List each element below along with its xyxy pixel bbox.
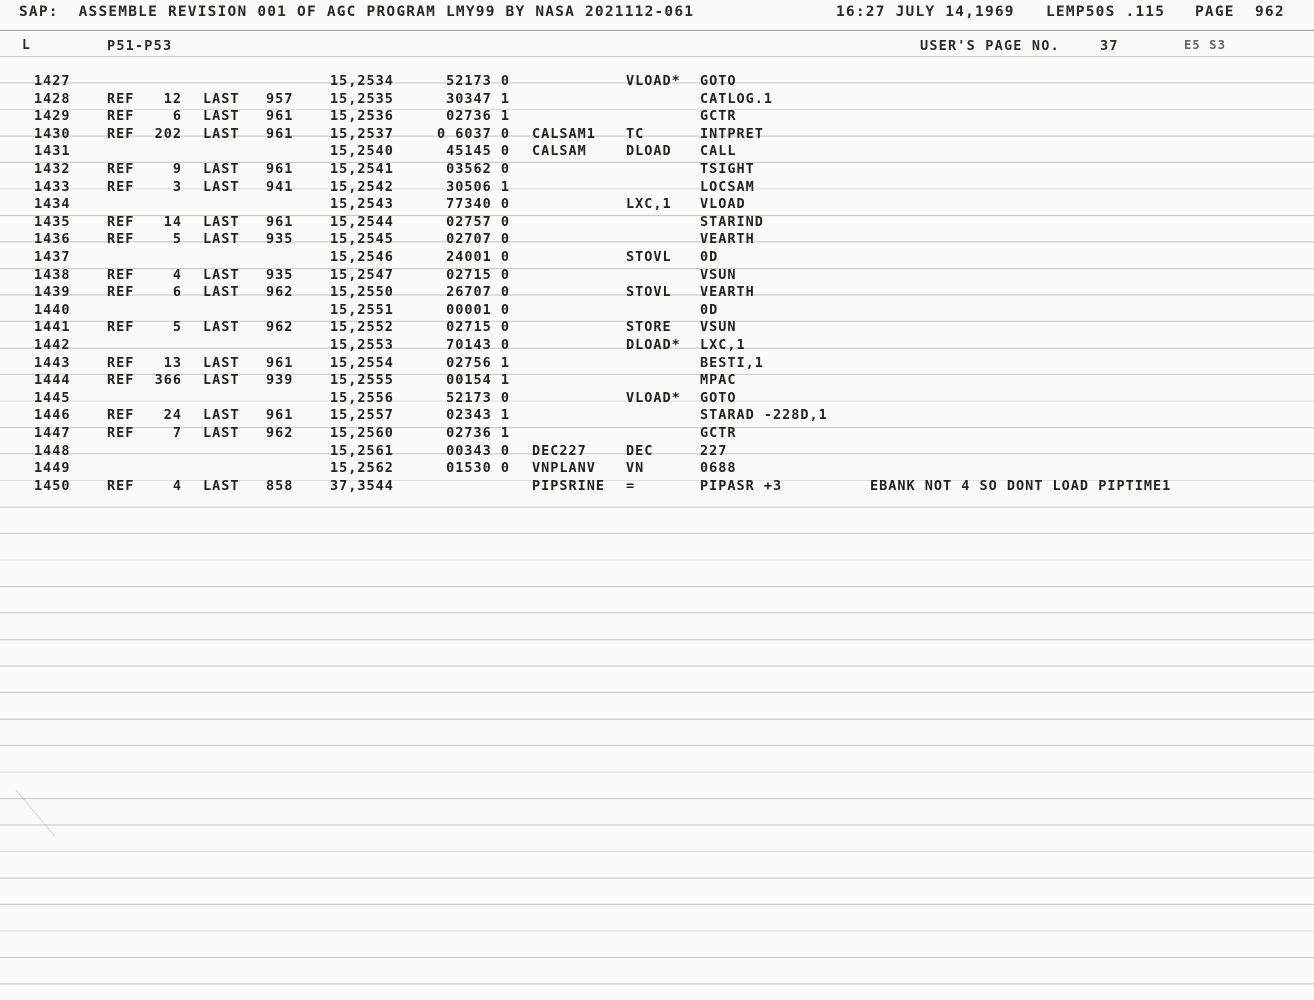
listing-row [0, 179, 1314, 197]
octal-code: 52173 0 [446, 389, 510, 406]
octal-code: 0 6037 0 [437, 125, 511, 142]
operand: GCTR [700, 425, 737, 441]
line-number: 1433 [34, 178, 71, 195]
opcode: STOVL [626, 284, 672, 301]
last-page: 939 [266, 372, 294, 389]
ref-label: REF [107, 108, 135, 125]
opcode: VLOAD* [626, 73, 681, 89]
last-label: LAST [203, 90, 240, 107]
ref-label: REF [107, 213, 135, 230]
address: 15,2537 [330, 125, 394, 142]
line-number: 1442 [34, 337, 71, 353]
opcode: DEC [626, 442, 654, 459]
line-number: 1449 [34, 460, 71, 477]
left-margin-mark: L [22, 38, 32, 53]
opcode: VN [626, 460, 645, 477]
octal-code: 52173 0 [446, 73, 510, 89]
octal-code: 45145 0 [446, 143, 510, 160]
assembly-header: SAP: ASSEMBLE REVISION 001 OF AGC PROGRAM LMY99 BY NASA 2021112-061 [19, 4, 695, 20]
ref-count: 6 [172, 108, 182, 125]
octal-code: 30506 1 [446, 178, 510, 195]
last-page: 961 [266, 407, 294, 424]
octal-code: 00001 0 [446, 301, 510, 318]
line-number: 1440 [34, 301, 71, 318]
operand: STARIND [700, 213, 764, 230]
ref-count: 366 [154, 372, 182, 389]
listing-row [0, 267, 1314, 285]
ref-label: REF [107, 266, 135, 283]
octal-code: 00154 1 [446, 372, 510, 389]
listing-row [0, 231, 1314, 249]
listing-row [0, 355, 1314, 373]
operand: 0D [700, 301, 719, 318]
operand: MPAC [700, 372, 737, 389]
last-page: 941 [266, 178, 294, 195]
last-page: 961 [266, 354, 294, 371]
opcode: STOVL [626, 249, 672, 265]
timestamp: 16:27 JULY 14,1969 [836, 4, 1015, 20]
listing-row [0, 284, 1314, 302]
line-number: 1438 [34, 266, 71, 283]
ref-count: 9 [172, 161, 182, 177]
listing-row [0, 249, 1314, 267]
ref-label: REF [107, 372, 135, 389]
ref-count: 13 [163, 354, 182, 371]
line-number: 1431 [34, 143, 71, 160]
listing-row [0, 460, 1314, 478]
line-number: 1434 [34, 196, 71, 213]
address: 15,2554 [330, 354, 394, 371]
octal-code: 02707 0 [446, 231, 510, 248]
ref-count: 7 [172, 425, 182, 441]
ref-count: 14 [163, 213, 182, 230]
octal-code: 02757 0 [446, 213, 510, 230]
last-page: 962 [266, 425, 294, 441]
operand: VSUN [700, 319, 737, 336]
address: 15,2534 [330, 73, 394, 89]
opcode: DLOAD [626, 143, 672, 160]
operand: VSUN [700, 266, 737, 283]
operand: GOTO [700, 389, 737, 406]
address: 15,2540 [330, 143, 394, 160]
line-number: 1437 [34, 249, 71, 265]
header-rule [0, 30, 1314, 31]
line-number: 1429 [34, 108, 71, 125]
address: 15,2543 [330, 196, 394, 213]
line-number: 1430 [34, 125, 71, 142]
listing-row [0, 108, 1314, 126]
listing-row [0, 425, 1314, 443]
listing-row [0, 319, 1314, 337]
last-page: 962 [266, 319, 294, 336]
line-number: 1432 [34, 161, 71, 177]
ref-label: REF [107, 284, 135, 301]
section-title: P51-P53 [107, 38, 173, 54]
line-number: 1448 [34, 442, 71, 459]
operand: VLOAD [700, 196, 746, 213]
line-number: 1447 [34, 425, 71, 441]
octal-code: 00343 0 [446, 442, 510, 459]
octal-code: 77340 0 [446, 196, 510, 213]
last-label: LAST [203, 213, 240, 230]
ref-count: 4 [172, 477, 182, 494]
address: 15,2556 [330, 389, 394, 406]
ref-count: 5 [172, 319, 182, 336]
operand: 0D [700, 249, 719, 265]
line-number: 1445 [34, 389, 71, 406]
address: 15,2547 [330, 266, 394, 283]
octal-code: 02736 1 [446, 108, 510, 125]
operand: PIPASR +3 [700, 477, 783, 494]
ref-count: 24 [163, 407, 182, 424]
opcode: LXC,1 [626, 196, 672, 213]
last-label: LAST [203, 266, 240, 283]
address: 15,2553 [330, 337, 394, 353]
opcode: STORE [626, 319, 672, 336]
address: 15,2557 [330, 407, 394, 424]
paper-mark [16, 764, 86, 836]
ref-count: 4 [172, 266, 182, 283]
opcode: = [626, 477, 636, 494]
listing-row [0, 478, 1314, 496]
octal-code: 24001 0 [446, 249, 510, 265]
last-label: LAST [203, 125, 240, 142]
address: 15,2560 [330, 425, 394, 441]
operand: LXC,1 [700, 337, 746, 353]
listing-row [0, 126, 1314, 144]
octal-code: 03562 0 [446, 161, 510, 177]
last-page: 957 [266, 90, 294, 107]
last-label: LAST [203, 425, 240, 441]
last-label: LAST [203, 284, 240, 301]
ref-label: REF [107, 354, 135, 371]
page-label: PAGE [1195, 4, 1235, 20]
listing-row [0, 390, 1314, 408]
ref-label: REF [107, 178, 135, 195]
line-number: 1441 [34, 319, 71, 336]
ref-label: REF [107, 477, 135, 494]
last-page: 858 [266, 477, 294, 494]
address: 37,3544 [330, 477, 394, 494]
last-page: 935 [266, 266, 294, 283]
address: 15,2536 [330, 108, 394, 125]
listing-row [0, 73, 1314, 91]
line-number: 1428 [34, 90, 71, 107]
ref-count: 202 [154, 125, 182, 142]
line-number: 1450 [34, 477, 71, 494]
users-page-number: 37 [1100, 38, 1119, 54]
line-number: 1444 [34, 372, 71, 389]
operand: GOTO [700, 73, 737, 89]
job-id: LEMP50S .115 [1046, 4, 1166, 20]
opcode: DLOAD* [626, 337, 681, 353]
last-page: 961 [266, 213, 294, 230]
ref-label: REF [107, 425, 135, 441]
operand: VEARTH [700, 231, 755, 248]
last-label: LAST [203, 319, 240, 336]
line-number: 1435 [34, 213, 71, 230]
address: 15,2551 [330, 301, 394, 318]
listing-row [0, 196, 1314, 214]
last-page: 961 [266, 108, 294, 125]
line-number: 1446 [34, 407, 71, 424]
operand: LOCSAM [700, 178, 755, 195]
octal-code: 01530 0 [446, 460, 510, 477]
octal-code: 02756 1 [446, 354, 510, 371]
operand: STARAD -228D,1 [700, 407, 828, 424]
line-number: 1443 [34, 354, 71, 371]
symbol-label: DEC227 [532, 442, 587, 459]
last-label: LAST [203, 477, 240, 494]
listing-row [0, 214, 1314, 232]
octal-code: 30347 1 [446, 90, 510, 107]
last-label: LAST [203, 354, 240, 371]
opcode: TC [626, 125, 645, 142]
symbol-label: VNPLANV [532, 460, 596, 477]
address: 15,2552 [330, 319, 394, 336]
listing-row [0, 407, 1314, 425]
ref-count: 3 [172, 178, 182, 195]
last-label: LAST [203, 108, 240, 125]
address: 15,2555 [330, 372, 394, 389]
address: 15,2546 [330, 249, 394, 265]
operand: GCTR [700, 108, 737, 125]
address: 15,2561 [330, 442, 394, 459]
last-page: 961 [266, 125, 294, 142]
listing-row [0, 91, 1314, 109]
users-page-label: USER'S PAGE NO. [920, 38, 1060, 54]
operand: 0688 [700, 460, 737, 477]
octal-code: 02343 1 [446, 407, 510, 424]
opcode: VLOAD* [626, 389, 681, 406]
symbol-label: CALSAM [532, 143, 587, 160]
listing-row [0, 143, 1314, 161]
listing-row [0, 337, 1314, 355]
octal-code: 70143 0 [446, 337, 510, 353]
ref-count: 6 [172, 284, 182, 301]
page-number: 962 [1255, 4, 1285, 20]
last-label: LAST [203, 231, 240, 248]
ref-count: 5 [172, 231, 182, 248]
last-page: 935 [266, 231, 294, 248]
last-label: LAST [203, 407, 240, 424]
listing-row [0, 302, 1314, 320]
line-number: 1439 [34, 284, 71, 301]
ref-count: 12 [163, 90, 182, 107]
last-label: LAST [203, 178, 240, 195]
operand: INTPRET [700, 125, 764, 142]
line-number: 1436 [34, 231, 71, 248]
ref-label: REF [107, 231, 135, 248]
ref-label: REF [107, 161, 135, 177]
octal-code: 02715 0 [446, 319, 510, 336]
ref-label: REF [107, 319, 135, 336]
operand: VEARTH [700, 284, 755, 301]
address: 15,2550 [330, 284, 394, 301]
last-label: LAST [203, 161, 240, 177]
line-number: 1427 [34, 73, 71, 89]
last-label: LAST [203, 372, 240, 389]
address: 15,2545 [330, 231, 394, 248]
symbol-label: CALSAM1 [532, 125, 596, 142]
operand: 227 [700, 442, 728, 459]
operand: TSIGHT [700, 161, 755, 177]
listing-row [0, 443, 1314, 461]
address: 15,2535 [330, 90, 394, 107]
octal-code: 02736 1 [446, 425, 510, 441]
address: 15,2544 [330, 213, 394, 230]
symbol-label: PIPSRINE [532, 477, 606, 494]
octal-code: 02715 0 [446, 266, 510, 283]
operand: CATLOG.1 [700, 90, 774, 107]
octal-code: 26707 0 [446, 284, 510, 301]
ref-label: REF [107, 407, 135, 424]
ref-label: REF [107, 125, 135, 142]
comment: EBANK NOT 4 SO DONT LOAD PIPTIME1 [870, 477, 1172, 494]
listing-row [0, 372, 1314, 390]
corner-mark: E5 S3 [1184, 38, 1227, 52]
ref-label: REF [107, 90, 135, 107]
last-page: 962 [266, 284, 294, 301]
address: 15,2562 [330, 460, 394, 477]
listing-row [0, 161, 1314, 179]
operand: BESTI,1 [700, 354, 764, 371]
last-page: 961 [266, 161, 294, 177]
address: 15,2542 [330, 178, 394, 195]
address: 15,2541 [330, 161, 394, 177]
operand: CALL [700, 143, 737, 160]
